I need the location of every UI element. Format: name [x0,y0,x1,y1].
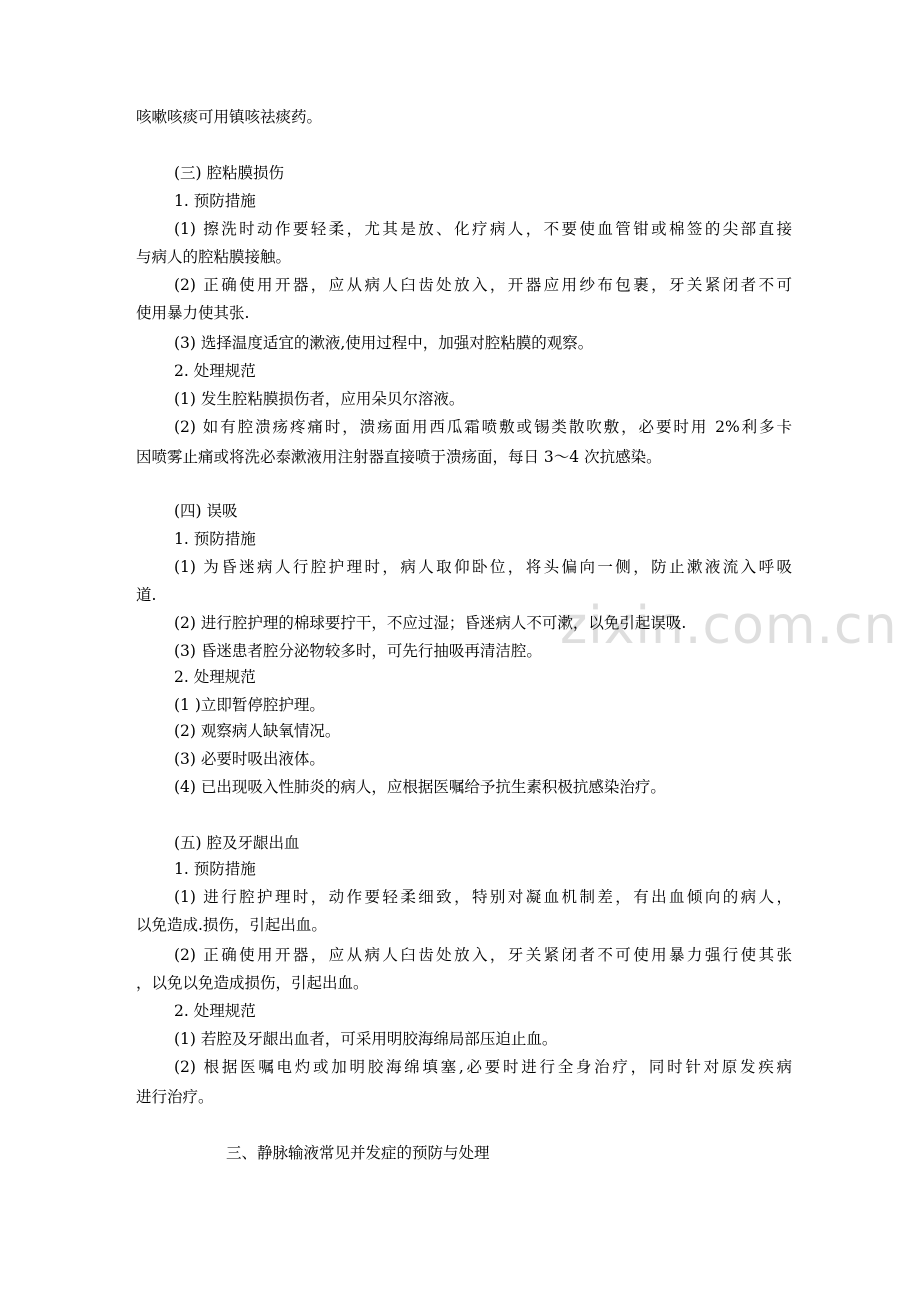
paragraph-line: (1) 为昏迷病人行腔护理时，病人取仰卧位，将头偏向一侧，防止漱液流入呼吸 [174,558,792,576]
paragraph-line: ，以免以免造成损伤，引起出血。 [136,974,369,992]
paragraph-line: (3) 昏迷患者腔分泌物较多时，可先行抽吸再清洁腔。 [174,642,542,660]
section-heading: (四) 误吸 [174,502,238,520]
paragraph-line: (2) 观察病人缺氧情况。 [174,722,341,740]
paragraph-line: 咳嗽咳痰可用镇咳祛痰药。 [136,108,323,126]
paragraph-line: (2) 正确使用开器，应从病人臼齿处放入，开器应用纱布包裹，牙关紧闭者不可 [174,276,792,294]
paragraph-line: 因喷雾止痛或将洗必泰漱液用注射器直接喷于溃疡面，每日 3～4 次抗感染。 [136,448,662,466]
paragraph-line: (1 )立即暂停腔护理。 [174,696,325,714]
watermark: zixin.com.cn [560,596,898,656]
paragraph-line: 与病人的腔粘膜接触。 [136,248,292,266]
paragraph-line: (2) 如有腔溃疡疼痛时，溃疡面用西瓜霜喷敷或锡类散吹敷，必要时用 2%利多卡 [174,418,792,436]
subsection-heading: 2. 处理规范 [174,668,256,686]
section-heading: (三) 腔粘膜损伤 [174,164,285,182]
subsection-heading: 2. 处理规范 [174,362,256,380]
subsection-heading: 1. 预防措施 [174,860,256,878]
chapter-heading: 三、静脉输液常见并发症的预防与处理 [226,1144,490,1162]
paragraph-line: (2) 根据医嘱电灼或加明胶海绵填塞,必要时进行全身治疗，同时针对原发疾病 [174,1058,792,1076]
paragraph-line: (3) 选择温度适宜的漱液,使用过程中，加强对腔粘膜的观察。 [174,334,594,352]
paragraph-line: 以免造成.损伤，引起出血。 [136,916,327,934]
subsection-heading: 1. 预防措施 [174,530,256,548]
paragraph-line: (1) 进行腔护理时，动作要轻柔细致，特别对凝血机制差，有出血倾向的病人， [174,888,792,906]
paragraph-line: 道. [136,586,157,604]
paragraph-line: (3) 必要时吸出液体。 [174,750,325,768]
paragraph-line: (2) 进行腔护理的棉球要拧干，不应过湿；昏迷病人不可漱，以免引起误吸. [174,614,687,632]
paragraph-line: (2) 正确使用开器，应从病人臼齿处放入，牙关紧闭者不可使用暴力强行使其张 [174,946,792,964]
paragraph-line: (1) 若腔及牙龈出血者，可采用明胶海绵局部压迫止血。 [174,1030,558,1048]
section-heading: (五) 腔及牙龈出血 [174,834,300,852]
paragraph-line: (4) 已出现吸入性肺炎的病人，应根据医嘱给予抗生素积极抗感染治疗。 [174,778,666,796]
subsection-heading: 2. 处理规范 [174,1002,256,1020]
paragraph-line: (1) 发生腔粘膜损伤者，应用朵贝尔溶液。 [174,390,465,408]
paragraph-line: 进行治疗。 [136,1088,214,1106]
subsection-heading: 1. 预防措施 [174,192,256,210]
paragraph-line: (1) 擦洗时动作要轻柔，尤其是放、化疗病人，不要使血管钳或棉签的尖部直接 [174,220,792,238]
paragraph-line: 使用暴力使其张. [136,304,250,322]
